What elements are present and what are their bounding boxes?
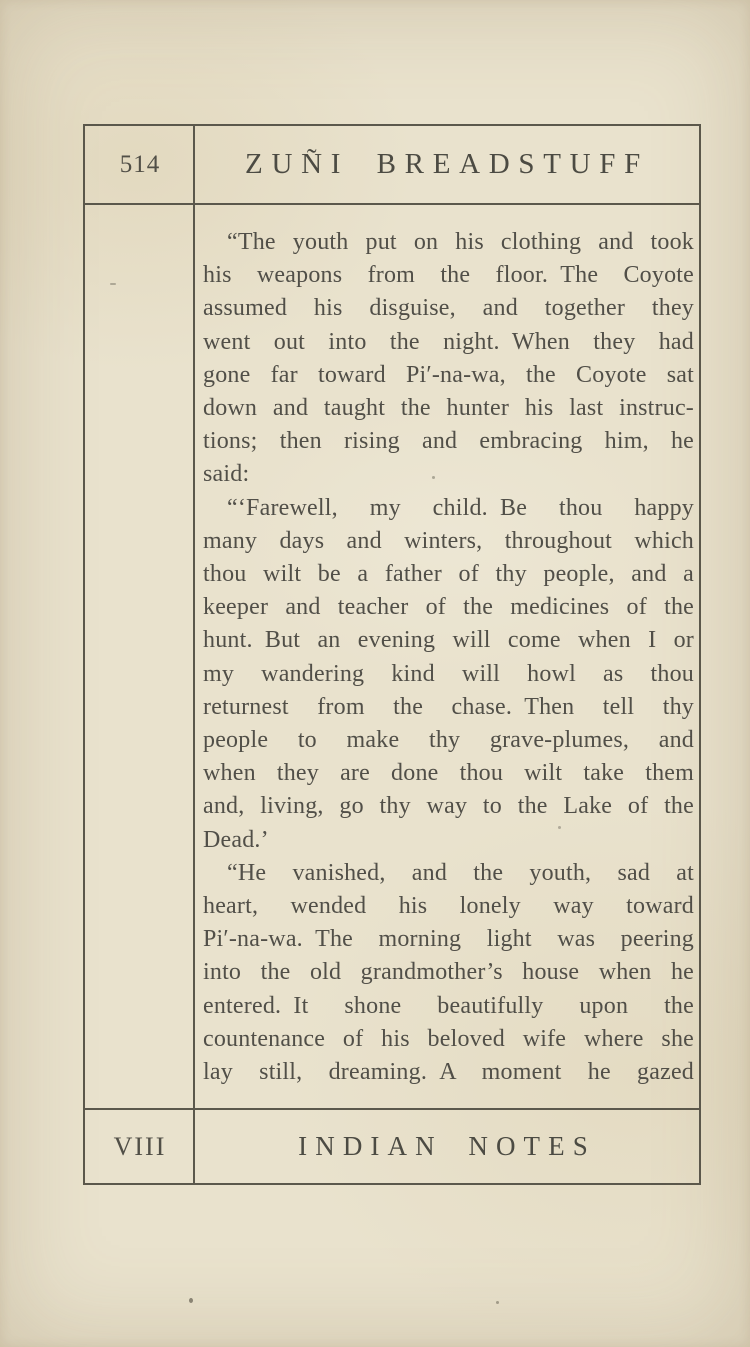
- footer-margin-cell: [85, 1110, 195, 1183]
- column-divider: [193, 126, 195, 1183]
- text-line: went out into the night. When they had: [203, 328, 694, 355]
- text-line: lay still, dreaming. A moment he gazed: [203, 1059, 694, 1086]
- text-line: and, living, go thy way to the Lake of the: [203, 793, 694, 820]
- text-line: “‘Farewell, my child. Be thou happy: [227, 494, 694, 521]
- text-line: many days and winters, throughout which: [203, 527, 694, 554]
- paragraph: [203, 492, 694, 857]
- text-line: said:: [203, 461, 250, 488]
- text-line: into the old grandmother’s house when he: [203, 959, 694, 986]
- footer-row: [85, 1108, 699, 1183]
- text-line: gone far toward Pi′-na-wa, the Coyote sat: [203, 361, 694, 388]
- text-line: returnest from the chase. Then tell thy: [203, 693, 694, 720]
- text-line: hunt. But an evening will come when I or: [203, 627, 694, 654]
- text-line: “The youth put on his clothing and took: [227, 229, 694, 255]
- text-line: Dead.’: [203, 826, 269, 853]
- text-line: tions; then rising and embracing him, he: [203, 428, 694, 455]
- body-text-column: [195, 205, 699, 1108]
- header-margin-cell: [85, 126, 195, 203]
- text-line: assumed his disguise, and together they: [203, 295, 694, 322]
- page-frame: [83, 124, 701, 1185]
- text-line: people to make thy grave-plumes, and: [203, 727, 694, 754]
- header-row: [85, 126, 699, 205]
- text-line: countenance of his beloved wife where she: [203, 1025, 694, 1052]
- paper-speck: [432, 476, 435, 479]
- text-line: my wandering kind will howl as thou: [203, 660, 694, 687]
- running-title: INDIAN NOTES: [298, 1131, 596, 1161]
- text-line: thou wilt be a father of thy people, and a: [203, 561, 694, 588]
- paper-speck: [496, 1301, 499, 1304]
- paper-speck: [558, 826, 561, 829]
- header-title-cell: [195, 126, 699, 203]
- paper-speck: [110, 283, 116, 285]
- text-line: heart, wended his lonely way toward: [203, 893, 694, 920]
- page-title: ZUÑI BREADSTUFF: [245, 148, 649, 180]
- text-line: “He vanished, and the youth, sad at: [227, 859, 694, 886]
- text-line: when they are done thou wilt take them: [203, 760, 694, 787]
- paragraph: [203, 226, 694, 492]
- text-line: Pi′-na-wa. The morning light was peering: [203, 926, 694, 953]
- text-line: down and taught the hunter his last instruc-: [203, 395, 694, 422]
- paper-speck: [189, 1298, 193, 1303]
- text-line: keeper and teacher of the medicines of the: [203, 594, 694, 621]
- paragraph: [203, 857, 694, 1089]
- footer-title-cell: [195, 1110, 699, 1183]
- body-margin-cell: [85, 205, 195, 1108]
- volume-numeral: VIII: [113, 1131, 167, 1161]
- page-number: 514: [119, 150, 161, 178]
- text-line: his weapons from the floor. The Coyote: [203, 262, 694, 289]
- text-line: entered. It shone beautifully upon the: [203, 992, 694, 1019]
- body-row: [85, 205, 699, 1108]
